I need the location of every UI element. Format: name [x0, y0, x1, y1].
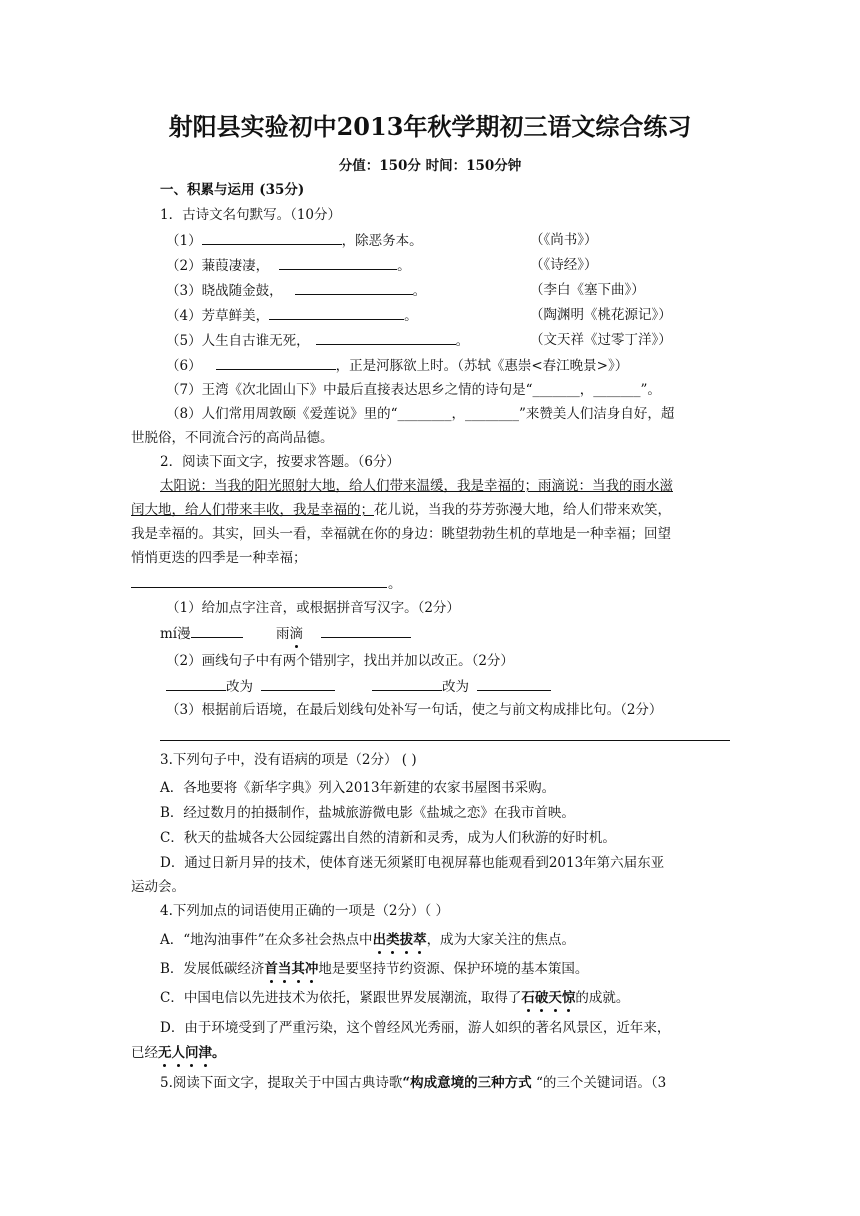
q2-pinyin-item: [160, 623, 243, 644]
q5-heading: [160, 1073, 666, 1093]
dotted-idiom: [158, 1043, 212, 1063]
q2-passage-line-2: [131, 500, 671, 520]
correction-label: 改为: [442, 679, 469, 695]
q1-item-5-pre: （5）人生自古谁无死，: [166, 333, 310, 349]
q4-heading: 4.下列加点的词语使用正确的一项是（2分）（ ）: [160, 903, 450, 919]
q1-item-4-source: （陶渊明《桃花源记》）: [530, 307, 672, 323]
dotted-idiom: [373, 930, 427, 950]
q1-item-6-post: ，正是河豚欲上时。（苏轼《惠崇<春江晚景>》）: [335, 358, 629, 374]
dotted-char: 首: [264, 961, 278, 977]
option-text: B．发展低碳经济: [160, 961, 265, 977]
section-heading: 一、积累与运用 (35分): [160, 182, 305, 198]
option-text: A．“地沟油事件”在众多社会热点中: [160, 932, 373, 948]
q4-option-d-line-2: [131, 1043, 226, 1063]
q1-item-2-source: （《诗经》）: [530, 257, 598, 273]
q3-option-b: B．经过数月的拍摄制作，盐城旅游微电影《盐城之恋》在我市首映。: [160, 805, 575, 821]
q4-option-a: [160, 930, 575, 950]
pinyin-word: mí漫: [160, 626, 191, 642]
dotted-char: 冲: [304, 961, 319, 977]
dotted-char: 其: [291, 961, 305, 977]
q1-item-1-pre: （1）: [166, 233, 202, 249]
answer-blank[interactable]: [166, 676, 226, 691]
q3-heading: 3.下列句子中，没有语病的项是（2分） ( ): [160, 752, 417, 768]
q1-item-1: [166, 230, 423, 251]
q1-item-6: [166, 355, 628, 376]
answer-blank[interactable]: [295, 280, 413, 295]
q2-answer-line[interactable]: [160, 740, 730, 741]
q2-passage-end: 。: [388, 576, 402, 592]
dotted-idiom: [521, 988, 575, 1008]
q1-item-1-post: ，除恶务本。: [341, 233, 423, 249]
q1-item-5-source: （文天祥《过零丁洋》）: [530, 332, 672, 348]
q5-text: “的三个关键词语。（3: [531, 1075, 667, 1091]
q1-item-4-post: 。: [404, 308, 418, 324]
option-text: 已经: [131, 1045, 158, 1061]
q5-keyphrase: “构成意境的三种方式: [402, 1075, 532, 1091]
q1-item-4: [166, 305, 418, 326]
q1-item-6-pre: （6）: [166, 358, 202, 374]
q2-fill-line[interactable]: [131, 587, 387, 588]
q2-passage-line-1: 太阳说：当我的阳光照射大地，给人们带来温缓，我是幸福的；雨滴说：当我的雨水滋: [160, 478, 673, 494]
dotted-char: 拔: [399, 932, 414, 948]
q2-passage-underlined: 闰大地，给人们带来丰收，我是幸福的；: [131, 502, 374, 518]
word-char: 雨: [276, 626, 290, 642]
q1-item-1-source: （《尚书》）: [530, 232, 598, 248]
option-text: ，成为大家关注的焦点。: [426, 932, 576, 948]
q3-option-d-line-2: 运动会。: [131, 879, 185, 895]
q1-item-2-post: 。: [397, 258, 411, 274]
q2-passage-line-3: 我是幸福的。其实，回头一看，幸福就在你的身边：眺望勃勃生机的草地是一种幸福；回望: [131, 526, 671, 542]
q2-heading: 2．阅读下面文字，按要求答题。（6分）: [160, 454, 400, 470]
q1-item-8-line-2: 世脱俗，不同流合污的高尚品德。: [131, 430, 334, 446]
answer-blank[interactable]: [261, 676, 335, 691]
dotted-char: 萃: [413, 932, 427, 948]
q1-item-3: [166, 280, 426, 301]
answer-blank[interactable]: [279, 255, 397, 270]
q4-option-d-line-1: D．由于环境受到了严重污染，这个曾经风光秀丽，游人如织的著名风景区，近年来，: [160, 1020, 671, 1036]
q2-passage-rest: 花儿说，当我的芬芳弥漫大地，给人们带来欢笑，: [374, 502, 671, 518]
q1-item-3-source: （李白《塞下曲》）: [530, 282, 645, 298]
option-text: 。: [212, 1045, 226, 1061]
q2-correction-2: [372, 676, 551, 697]
option-text: C．中国电信以先进技术为依托，紧跟世界发展潮流，取得了: [160, 990, 522, 1006]
page-title: 射阳县实验初中2013年秋学期初三语文综合练习: [168, 112, 692, 141]
q1-item-3-post: 。: [412, 283, 427, 299]
dotted-char: 问: [185, 1045, 199, 1061]
answer-blank[interactable]: [477, 676, 551, 691]
q1-heading: 1．古诗文名句默写。（10分）: [160, 207, 342, 223]
dotted-idiom: [264, 959, 318, 979]
q3-option-a: A．各地要将《新华字典》列入2013年新建的农家书屋图书采购。: [160, 780, 556, 796]
dotted-char: 人: [171, 1045, 185, 1061]
dotted-char: 破: [534, 990, 549, 1006]
option-text: 地是要坚持节约资源、保护环境的基本策国。: [318, 961, 589, 977]
q2-sub-3: （3）根据前后语境，在最后划线句处补写一句话，使之与前文构成排比句。（2分）: [166, 702, 663, 718]
dotted-char: 石: [521, 990, 535, 1006]
correction-label: 改为: [226, 679, 253, 695]
q4-option-c: [160, 988, 629, 1008]
dotted-char: 惊: [561, 990, 576, 1006]
q1-item-5: [166, 330, 469, 351]
q2-dotted-word: [276, 623, 411, 644]
q3-option-d-line-1: D．通过日新月异的技术，使体育迷无须紧盯电视屏幕也能观看到2013年第六届东亚: [160, 855, 665, 871]
q1-item-2-pre: （2）蒹葭凄凄，: [166, 258, 270, 274]
answer-blank[interactable]: [269, 305, 404, 320]
answer-blank[interactable]: [216, 355, 336, 370]
answer-blank[interactable]: [321, 623, 411, 638]
q2-sub-1: （1）给加点字注音，或根据拼音写汉字。（2分）: [166, 600, 460, 616]
q1-item-8-line-1: （8）人们常用周敦颐《爱莲说》里的“________，________”来赞美人们洁身自好，超: [166, 406, 675, 422]
answer-blank[interactable]: [191, 623, 243, 638]
q3-option-c: C．秋天的盐城各大公园绽露出自然的清新和灵秀，成为人们秋游的好时机。: [160, 830, 616, 846]
q2-correction-1: [166, 676, 335, 697]
q2-passage-line-4: 悄悄更迭的四季是一种幸福；: [131, 550, 307, 566]
dotted-char: 津: [198, 1045, 212, 1061]
answer-blank[interactable]: [372, 676, 442, 691]
answer-blank[interactable]: [316, 330, 456, 345]
dotted-char: 天: [548, 990, 562, 1006]
q1-item-7: （7）王湾《次北固山下》中最后直接表达思乡之情的诗句是“_______，_______”。: [166, 382, 661, 398]
option-text: 的成就。: [575, 990, 630, 1006]
answer-blank[interactable]: [202, 230, 342, 245]
q1-item-5-post: 。: [455, 333, 470, 349]
score-time-info: 分值：150分 时间：150分钟: [338, 158, 522, 174]
q1-item-4-pre: （4）芳草鲜美，: [166, 308, 270, 324]
q2-sub-2: （2）画线句子中有两个错别字，找出并加以改正。（2分）: [166, 653, 514, 669]
dotted-char: 类: [386, 932, 400, 948]
q5-text: 5.阅读下面文字，提取关于中国古典诗歌: [160, 1075, 403, 1091]
dotted-char: 出: [372, 932, 387, 948]
dotted-char: 当: [277, 961, 292, 977]
q4-option-b: [160, 959, 588, 979]
dotted-char: 滴: [289, 626, 303, 642]
q1-item-2: [166, 255, 411, 276]
q1-item-3-pre: （3）晓战随金鼓，: [166, 283, 283, 299]
dotted-char: 无: [158, 1045, 172, 1061]
